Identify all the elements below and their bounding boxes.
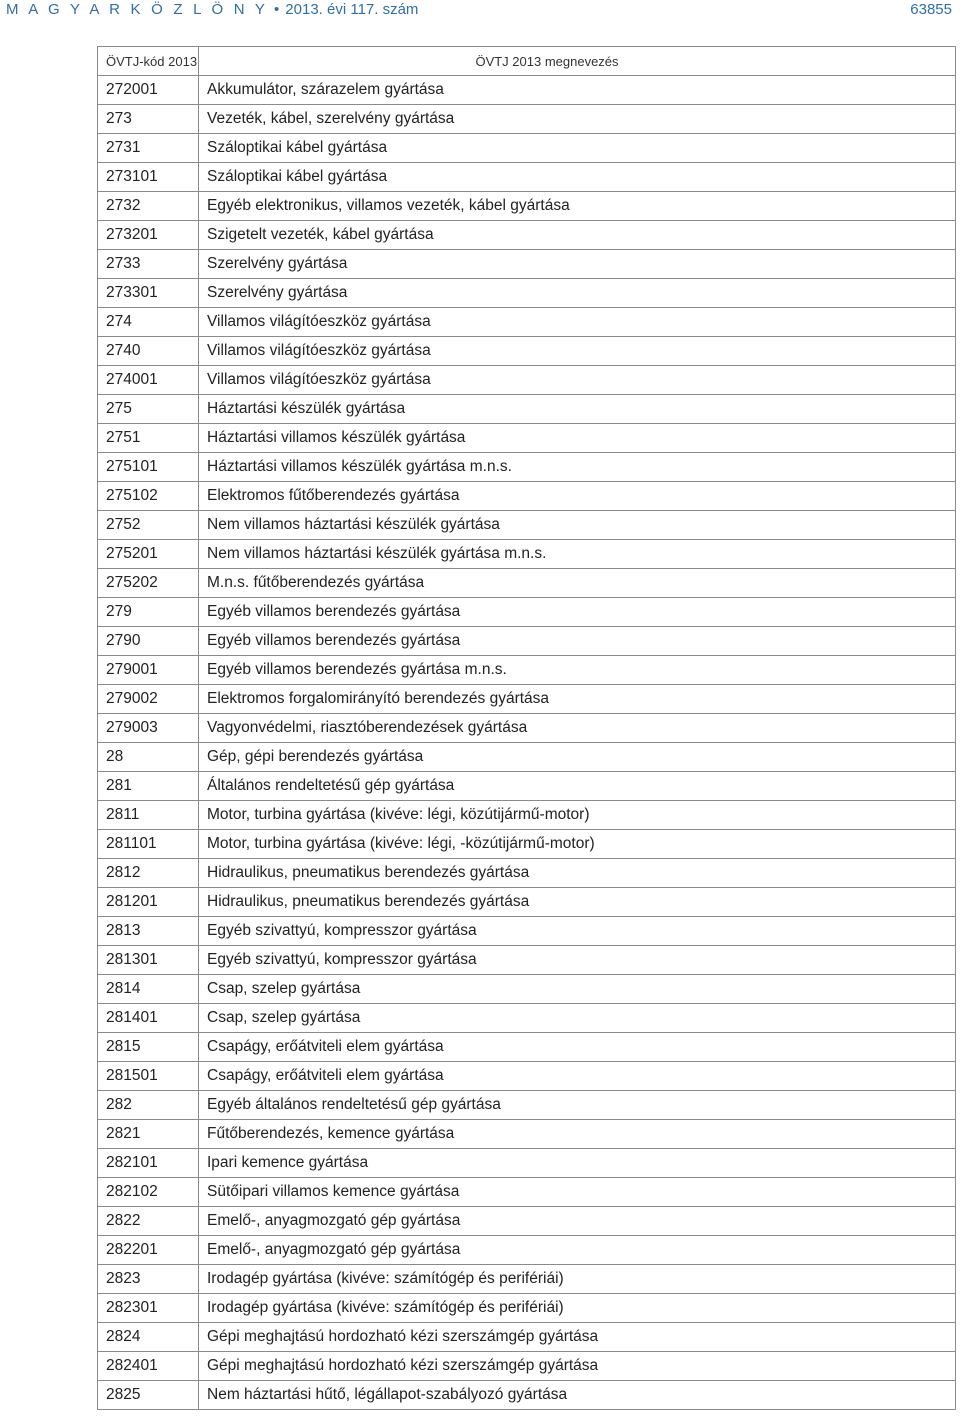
- name-cell: Száloptikai kábel gyártása: [199, 163, 956, 192]
- name-cell: Egyéb villamos berendezés gyártása: [199, 598, 956, 627]
- journal-title: M A G Y A R K Ö Z L Ö N Y: [6, 1, 269, 18]
- name-cell: Motor, turbina gyártása (kivéve: légi, -közútijármű-motor): [199, 830, 956, 859]
- table-row: [98, 859, 956, 888]
- name-cell: Nem villamos háztartási készülék gyártása: [199, 511, 956, 540]
- name-cell: Vagyonvédelmi, riasztóberendezések gyártása: [199, 714, 956, 743]
- table-row: [98, 366, 956, 395]
- table-row: [98, 1004, 956, 1033]
- name-cell: Szerelvény gyártása: [199, 279, 956, 308]
- code-cell: 279: [98, 598, 199, 627]
- name-cell: Csapágy, erőátviteli elem gyártása: [199, 1033, 956, 1062]
- page-number: 63855: [910, 1, 952, 18]
- name-cell: Hidraulikus, pneumatikus berendezés gyártása: [199, 888, 956, 917]
- table-row: [98, 946, 956, 975]
- name-cell: Háztartási villamos készülék gyártása: [199, 424, 956, 453]
- table-row: [98, 134, 956, 163]
- name-cell: Elektromos forgalomirányító berendezés gyártása: [199, 685, 956, 714]
- table-body: [98, 76, 956, 1410]
- code-cell: 272001: [98, 76, 199, 105]
- code-cell: 281301: [98, 946, 199, 975]
- table-row: [98, 453, 956, 482]
- table-row: [98, 1381, 956, 1410]
- table-row: [98, 888, 956, 917]
- name-cell: Gépi meghajtású hordozható kézi szerszámgép gyártása: [199, 1323, 956, 1352]
- name-cell: Csap, szelep gyártása: [199, 1004, 956, 1033]
- code-cell: 282102: [98, 1178, 199, 1207]
- name-cell: Fűtőberendezés, kemence gyártása: [199, 1120, 956, 1149]
- table-row: [98, 598, 956, 627]
- table-row: [98, 1265, 956, 1294]
- code-cell: 2731: [98, 134, 199, 163]
- name-cell: Egyéb villamos berendezés gyártása m.n.s.: [199, 656, 956, 685]
- table-row: [98, 1091, 956, 1120]
- code-cell: 2822: [98, 1207, 199, 1236]
- table-row: [98, 830, 956, 859]
- name-cell: Általános rendeltetésű gép gyártása: [199, 772, 956, 801]
- code-cell: 282301: [98, 1294, 199, 1323]
- code-cell: 279002: [98, 685, 199, 714]
- code-cell: 281201: [98, 888, 199, 917]
- name-cell: Irodagép gyártása (kivéve: számítógép és perifériái): [199, 1265, 956, 1294]
- code-cell: 275102: [98, 482, 199, 511]
- table-row: [98, 917, 956, 946]
- bullet-separator: •: [274, 1, 280, 18]
- name-cell: Elektromos fűtőberendezés gyártása: [199, 482, 956, 511]
- name-cell: Csap, szelep gyártása: [199, 975, 956, 1004]
- name-cell: Háztartási készülék gyártása: [199, 395, 956, 424]
- table-row: [98, 511, 956, 540]
- table-row: [98, 1120, 956, 1149]
- name-cell: Villamos világítóeszköz gyártása: [199, 308, 956, 337]
- code-cell: 2824: [98, 1323, 199, 1352]
- running-head: [6, 1, 418, 18]
- table-row: [98, 424, 956, 453]
- table-row: [98, 975, 956, 1004]
- table-row: [98, 250, 956, 279]
- table-row: [98, 308, 956, 337]
- name-cell: Nem háztartási hűtő, légállapot-szabályozó gyártása: [199, 1381, 956, 1410]
- table-row: [98, 685, 956, 714]
- name-cell: Sütőipari villamos kemence gyártása: [199, 1178, 956, 1207]
- code-cell: 2823: [98, 1265, 199, 1294]
- code-cell: 274: [98, 308, 199, 337]
- table-row: [98, 627, 956, 656]
- table-row: [98, 76, 956, 105]
- code-cell: 281501: [98, 1062, 199, 1091]
- name-cell: Villamos világítóeszköz gyártása: [199, 337, 956, 366]
- name-cell: Emelő-, anyagmozgató gép gyártása: [199, 1207, 956, 1236]
- name-cell: Száloptikai kábel gyártása: [199, 134, 956, 163]
- name-cell: Ipari kemence gyártása: [199, 1149, 956, 1178]
- code-cell: 2751: [98, 424, 199, 453]
- code-cell: 282201: [98, 1236, 199, 1265]
- code-cell: 2815: [98, 1033, 199, 1062]
- name-cell: Hidraulikus, pneumatikus berendezés gyártása: [199, 859, 956, 888]
- name-cell: Irodagép gyártása (kivéve: számítógép és perifériái): [199, 1294, 956, 1323]
- code-cell: 281101: [98, 830, 199, 859]
- table-row: [98, 337, 956, 366]
- table-row: [98, 540, 956, 569]
- code-cell: 274001: [98, 366, 199, 395]
- code-cell: 281401: [98, 1004, 199, 1033]
- issue-label: 2013. évi 117. szám: [285, 1, 419, 18]
- table-row: [98, 1149, 956, 1178]
- name-cell: Nem villamos háztartási készülék gyártása m.n.s.: [199, 540, 956, 569]
- table-row: [98, 743, 956, 772]
- name-cell: Egyéb szivattyú, kompresszor gyártása: [199, 917, 956, 946]
- name-cell: M.n.s. fűtőberendezés gyártása: [199, 569, 956, 598]
- name-cell: Emelő-, anyagmozgató gép gyártása: [199, 1236, 956, 1265]
- code-cell: 2733: [98, 250, 199, 279]
- code-cell: 2790: [98, 627, 199, 656]
- classification-table: [97, 46, 956, 1410]
- name-cell: Egyéb elektronikus, villamos vezeték, kábel gyártása: [199, 192, 956, 221]
- name-cell: Gépi meghajtású hordozható kézi szerszámgép gyártása: [199, 1352, 956, 1381]
- code-cell: 28: [98, 743, 199, 772]
- table-row: [98, 569, 956, 598]
- table-row: [98, 221, 956, 250]
- code-cell: 282101: [98, 1149, 199, 1178]
- name-cell: Csapágy, erőátviteli elem gyártása: [199, 1062, 956, 1091]
- table-row: [98, 1352, 956, 1381]
- name-cell: Egyéb villamos berendezés gyártása: [199, 627, 956, 656]
- code-cell: 2811: [98, 801, 199, 830]
- table-row: [98, 656, 956, 685]
- code-cell: 282401: [98, 1352, 199, 1381]
- code-cell: 2821: [98, 1120, 199, 1149]
- name-cell: Egyéb általános rendeltetésű gép gyártása: [199, 1091, 956, 1120]
- name-cell: Szigetelt vezeték, kábel gyártása: [199, 221, 956, 250]
- code-cell: 279003: [98, 714, 199, 743]
- column-header-code: ÖVTJ-kód 2013: [98, 47, 199, 76]
- table-row: [98, 1062, 956, 1091]
- table-row: [98, 1236, 956, 1265]
- table-row: [98, 1323, 956, 1352]
- name-cell: Egyéb szivattyú, kompresszor gyártása: [199, 946, 956, 975]
- code-cell: 281: [98, 772, 199, 801]
- name-cell: Villamos világítóeszköz gyártása: [199, 366, 956, 395]
- table-row: [98, 1207, 956, 1236]
- code-cell: 273: [98, 105, 199, 134]
- code-cell: 275: [98, 395, 199, 424]
- column-header-name: ÖVTJ 2013 megnevezés: [199, 47, 956, 76]
- code-cell: 2812: [98, 859, 199, 888]
- table-header-row: [98, 47, 956, 76]
- code-cell: 2752: [98, 511, 199, 540]
- code-cell: 275101: [98, 453, 199, 482]
- code-cell: 273101: [98, 163, 199, 192]
- code-cell: 279001: [98, 656, 199, 685]
- code-cell: 2813: [98, 917, 199, 946]
- table-row: [98, 772, 956, 801]
- table-row: [98, 163, 956, 192]
- page-header: [0, 0, 960, 28]
- table-row: [98, 395, 956, 424]
- table-row: [98, 801, 956, 830]
- code-cell: 2732: [98, 192, 199, 221]
- table-row: [98, 714, 956, 743]
- table-row: [98, 482, 956, 511]
- name-cell: Szerelvény gyártása: [199, 250, 956, 279]
- name-cell: Akkumulátor, szárazelem gyártása: [199, 76, 956, 105]
- code-cell: 2814: [98, 975, 199, 1004]
- name-cell: Vezeték, kábel, szerelvény gyártása: [199, 105, 956, 134]
- table-row: [98, 1294, 956, 1323]
- code-cell: 2740: [98, 337, 199, 366]
- table-row: [98, 1033, 956, 1062]
- code-cell: 275202: [98, 569, 199, 598]
- table-row: [98, 105, 956, 134]
- name-cell: Gép, gépi berendezés gyártása: [199, 743, 956, 772]
- name-cell: Motor, turbina gyártása (kivéve: légi, közútijármű-motor): [199, 801, 956, 830]
- code-cell: 275201: [98, 540, 199, 569]
- table-row: [98, 1178, 956, 1207]
- table-row: [98, 279, 956, 308]
- code-cell: 273301: [98, 279, 199, 308]
- name-cell: Háztartási villamos készülék gyártása m.n.s.: [199, 453, 956, 482]
- table-row: [98, 192, 956, 221]
- code-cell: 282: [98, 1091, 199, 1120]
- code-cell: 273201: [98, 221, 199, 250]
- code-cell: 2825: [98, 1381, 199, 1410]
